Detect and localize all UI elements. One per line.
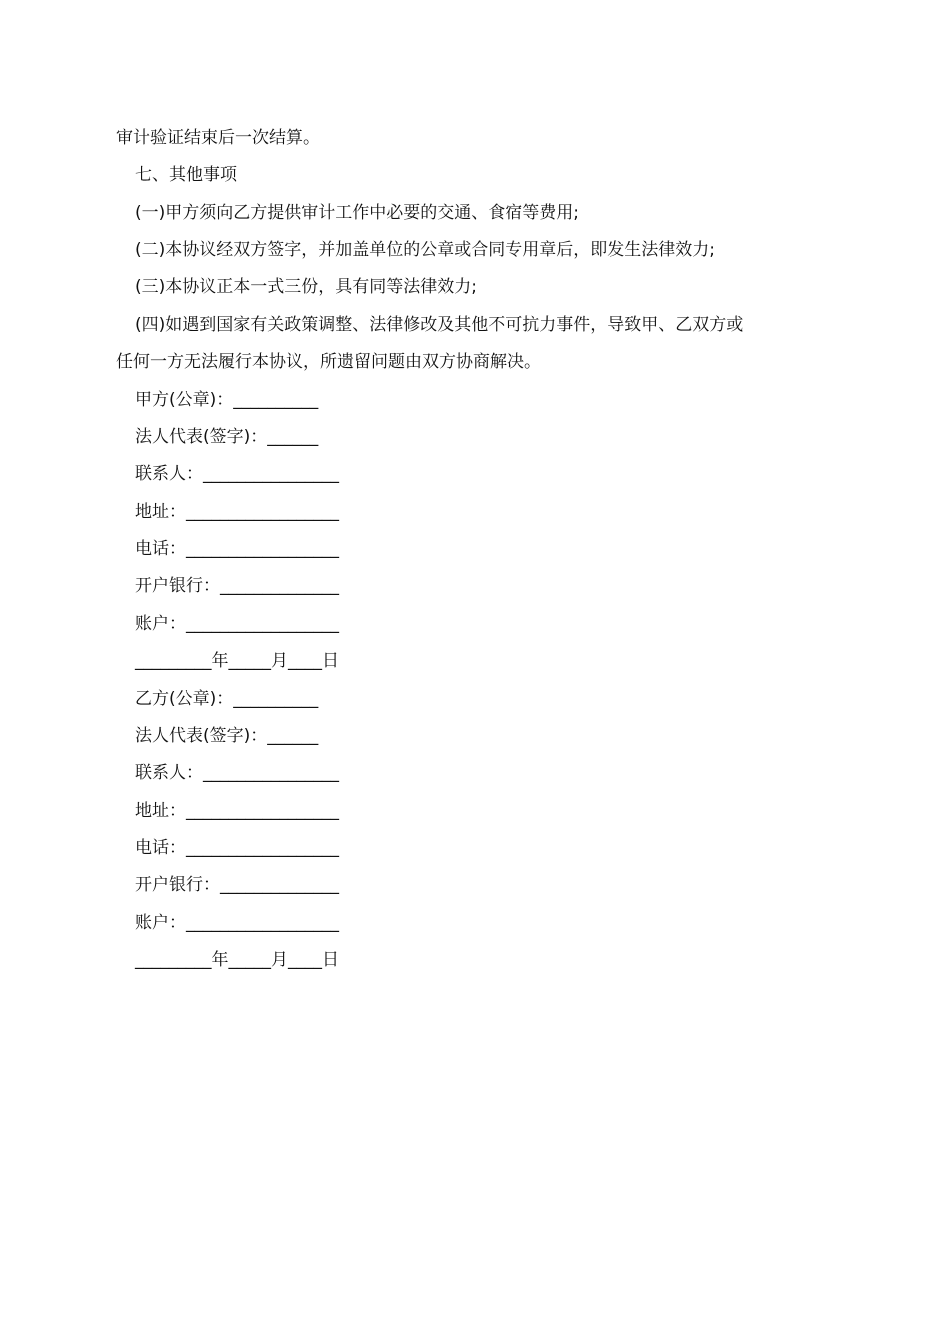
party-a-month-label: 月 <box>271 651 288 671</box>
party-a-contact-row <box>135 462 339 486</box>
clause-1: (一)甲方须向乙方提供审计工作中必要的交通、食宿等费用; <box>135 203 579 223</box>
party-b-year-label: 年 <box>211 950 229 970</box>
party-a-seal-blank[interactable]: __________ <box>233 390 319 410</box>
party-b-address-blank[interactable]: __________________ <box>186 801 339 821</box>
clause-4-line-1: (四)如遇到国家有关政策调整、法律修改及其他不可抗力事件，导致甲、乙双方或 <box>135 315 744 335</box>
party-a-bank-label: 开户银行： <box>135 576 220 596</box>
party-b-contact-row <box>135 761 339 785</box>
party-b-address-row <box>135 799 339 823</box>
party-a-bank-blank[interactable]: ______________ <box>220 576 339 596</box>
party-a-contact-blank[interactable]: ________________ <box>203 464 339 484</box>
party-a-day-blank[interactable]: ____ <box>288 651 322 671</box>
party-b-account-label: 账户： <box>135 913 186 933</box>
party-b-address-label: 地址： <box>135 801 186 821</box>
party-b-seal-blank[interactable]: __________ <box>233 689 319 709</box>
party-b-account-blank[interactable]: __________________ <box>186 913 339 933</box>
party-a-rep-label: 法人代表(签字)： <box>135 427 268 447</box>
party-b-rep-blank[interactable]: ______ <box>267 726 319 746</box>
party-a-contact-label: 联系人： <box>135 464 203 484</box>
party-a-address-row <box>135 500 339 524</box>
party-b-bank-label: 开户银行： <box>135 875 220 895</box>
party-a-bank-row <box>135 574 339 598</box>
party-b-month-blank[interactable]: _____ <box>228 950 271 970</box>
section-heading-other-matters: 七、其他事项 <box>135 165 237 185</box>
party-a-account-blank[interactable]: __________________ <box>186 614 339 634</box>
party-a-phone-label: 电话： <box>135 539 186 559</box>
party-b-rep-row <box>135 724 318 748</box>
party-b-contact-label: 联系人： <box>135 763 203 783</box>
party-b-bank-blank[interactable]: ______________ <box>220 875 339 895</box>
clause-3: (三)本协议正本一式三份，具有同等法律效力; <box>135 277 477 297</box>
party-a-day-label: 日 <box>322 651 339 671</box>
party-a-month-blank[interactable]: _____ <box>228 651 271 671</box>
party-b-seal-label: 乙方(公章)： <box>135 689 234 709</box>
party-b-seal-row <box>135 687 318 711</box>
party-a-rep-blank[interactable]: ______ <box>267 427 319 447</box>
party-b-phone-label: 电话： <box>135 838 186 858</box>
party-a-address-label: 地址： <box>135 502 186 522</box>
party-b-phone-row <box>135 836 339 860</box>
clause-4-line-2: 任何一方无法履行本协议，所遗留问题由双方协商解决。 <box>116 352 541 372</box>
party-b-bank-row <box>135 873 339 897</box>
party-b-account-row <box>135 911 339 935</box>
party-a-year-label: 年 <box>211 651 229 671</box>
clause-2: (二)本协议经双方签字，并加盖单位的公章或合同专用章后，即发生法律效力; <box>135 240 715 260</box>
party-a-seal-label: 甲方(公章)： <box>135 390 234 410</box>
party-a-phone-blank[interactable]: __________________ <box>186 539 339 559</box>
party-b-phone-blank[interactable]: __________________ <box>186 838 339 858</box>
party-a-account-label: 账户： <box>135 614 186 634</box>
party-b-day-label: 日 <box>322 950 339 970</box>
party-b-date-row <box>135 948 339 972</box>
party-b-day-blank[interactable]: ____ <box>288 950 322 970</box>
party-a-year-blank[interactable]: _________ <box>135 651 212 671</box>
party-b-contact-blank[interactable]: ________________ <box>203 763 339 783</box>
party-a-date-row <box>135 649 339 673</box>
party-a-address-blank[interactable]: __________________ <box>186 502 339 522</box>
party-b-rep-label: 法人代表(签字)： <box>135 726 268 746</box>
paragraph-settlement-tail: 审计验证结束后一次结算。 <box>116 128 320 148</box>
party-a-rep-row <box>135 425 318 449</box>
party-a-seal-row <box>135 388 318 412</box>
party-b-month-label: 月 <box>271 950 288 970</box>
party-a-phone-row <box>135 537 339 561</box>
party-b-year-blank[interactable]: _________ <box>135 950 212 970</box>
party-a-account-row <box>135 612 339 636</box>
